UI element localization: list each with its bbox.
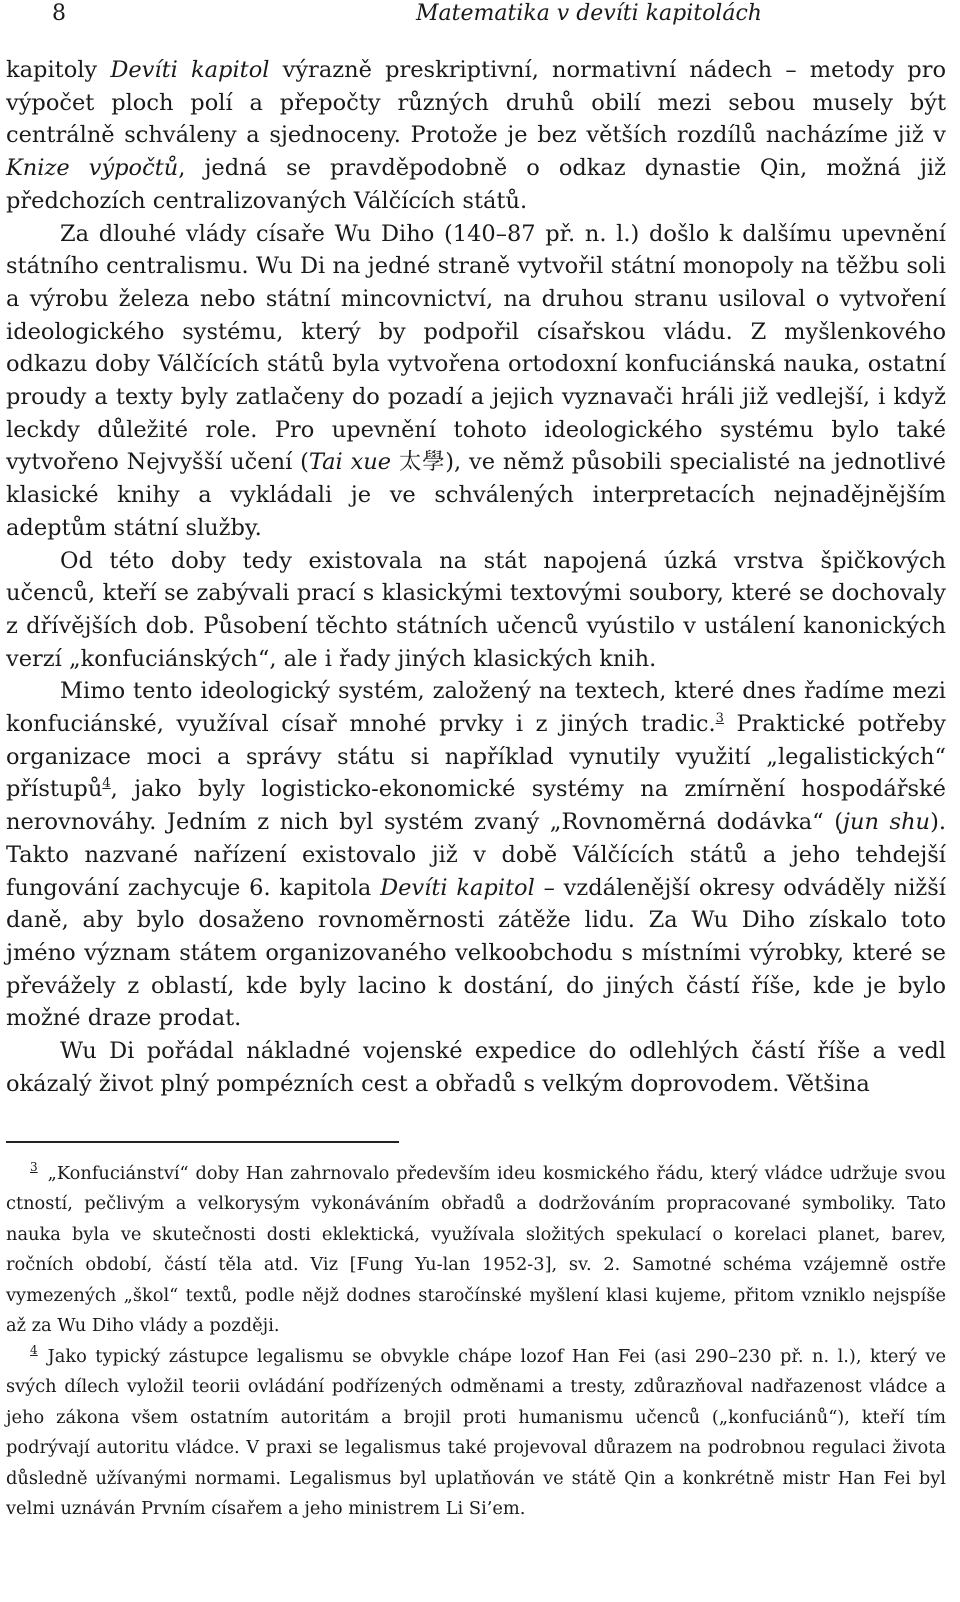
text-span: Praktické potřeby organizace moci a správy státu si například vynutily využití „legalistických“ přístupů bbox=[6, 711, 946, 803]
text-span: , jedná se pravděpodobně o odkaz dynastie Qin, možná již předchozích centralizovaných Válčících států. bbox=[6, 155, 946, 214]
footnote-text: „Konfuciánství“ doby Han zahrnovalo především ideu kosmického řádu, který vládce udržuje svou ctností, pečlivým a velkorysým vykonáváním obřadů a dodržováním propracované symboliky. Tato nauka byla ve skutečnosti dosti eklektická, využívala složitých spekulací o korelaci planet, barev, ročních období, částí těla atd. Viz [Fung Yu-lan 1952-3], sv. 2. Samotné schéma vzájemně ostře vymezených „škol“ textů, podle nějž dodnes staročínské myšlení klasi kujeme, přitom vzniklo nejspíše až za Wu Diho vlády a později. bbox=[6, 1162, 946, 1336]
footnote-mark: 4 bbox=[30, 1342, 38, 1357]
running-title: Matematika v devíti kapitolách bbox=[416, 1, 762, 26]
paragraph-5 bbox=[6, 1035, 946, 1100]
footnotes bbox=[6, 1159, 946, 1525]
footnote-reference-3[interactable]: 3 bbox=[715, 711, 724, 727]
footnote-4 bbox=[6, 1342, 946, 1525]
paragraph-3 bbox=[6, 545, 946, 676]
italic-term: Tai xue bbox=[308, 449, 392, 476]
text-span: výrazně preskriptivní, normativní nádech – metody pro výpočet ploch polí a přepočty různých druhů obilí mezi sebou musely být centrálně schváleny a sjednoceny. Protože je bez větších rozdílů nacházíme již v bbox=[6, 57, 946, 149]
paragraph-2 bbox=[6, 218, 946, 545]
text-span: Wu Di pořádal nákladné vojenské expedice do odlehlých částí říše a vedl okázalý život plný pompézních cest a obřadů s velkým doprovodem. Většina bbox=[6, 1038, 946, 1097]
footnote-mark: 3 bbox=[30, 1159, 38, 1174]
footnote-3 bbox=[6, 1159, 946, 1342]
italic-term: jun shu bbox=[842, 809, 931, 836]
italic-title: Knize výpočtů bbox=[6, 155, 179, 182]
italic-title: Devíti kapitol bbox=[380, 874, 535, 901]
italic-title: Devíti kapitol bbox=[110, 57, 270, 83]
text-span: – vzdálenější okresy odváděly nižší daně, aby bylo dosaženo rovnoměrnosti zátěže lidu. Za Wu Diho získalo toto jméno význam státem organizovaného velkoobchodu s místními výrobky, které se převážely z oblastí, kde byly lacino k dostání, do jiných částí říše, kde je bylo možné draze prodat. bbox=[6, 874, 946, 1032]
paragraph-1 bbox=[6, 54, 946, 218]
footnote-rule bbox=[6, 1141, 399, 1143]
text-span: Za dlouhé vlády císaře Wu Diho (140–87 př. n. l.) došlo k dalšímu upevnění státního centralismu. Wu Di na jedné straně vytvořil státní monopoly na těžbu soli a výrobu železa nebo státní mincovnictví, na druhou stranu usiloval o vytvoření ideologického systému, který by podpořil císařskou vládu. Z myšlenkového odkazu doby Válčících států byla vytvořena ortodoxní konfuciánská nauka, ostatní proudy a texty byly zatlačeny do pozadí a jejich vyznavači hráli již vedlejší, i když leckdy důležité role. Pro upevnění tohoto ideologického systému bylo také vytvořeno Nejvyšší učení ( bbox=[6, 220, 946, 476]
main-text bbox=[6, 54, 946, 1101]
chinese-characters: 太學 bbox=[398, 449, 446, 476]
text-span: ), ve němž působili specialisté na jednotlivé klasické knihy a vykládali je ve schválených interpretacích nejnadějnějším adeptům státní služby. bbox=[6, 449, 946, 541]
footnote-reference-4[interactable]: 4 bbox=[102, 776, 111, 792]
page-number: 8 bbox=[52, 1, 66, 26]
footnote-text: Jako typický zástupce legalismu se obvykle chápe lozof Han Fei (asi 290–230 př. n. l.), který ve svých dílech vyložil teorii ovládání podřízených odměnami a tresty, zdůrazňoval nadřazenost vládce a jeho zákona všem ostatním autoritám a brojil proti humanismu učenců („konfuciánů“), kteří tím podrývají autoritu vládce. V praxi se legalismus také projevoval důrazem na podrobnou regulaci života důsledně užívanými normami. Legalismus byl uplatňován ve státě Qin a konkrétně mistr Han Fei byl velmi uznáván Prvním císařem a jeho ministrem Li Si’em. bbox=[6, 1345, 946, 1519]
text-span: Od této doby tedy existovala na stát napojená úzká vrstva špičkových učenců, kteří se zabývali prací s klasickými textovými soubory, které se dochovaly z dřívějších dob. Působení těchto státních učenců vyústilo v ustálení kanonických verzí „konfuciánských“, ale i řady jiných klasických knih. bbox=[6, 547, 946, 672]
text-span: ). Takto nazvané nařízení existovalo již v době Válčících států a jeho tehdejší fungování zachycuje 6. kapitola bbox=[6, 809, 946, 901]
text-span: Mimo tento ideologický systém, založený na textech, které dnes řadíme mezi konfuciánské, využíval císař mnohé prvky i z jiných tradic. bbox=[6, 678, 946, 738]
text-span: , jako byly logisticko-ekonomické systémy na zmírnění hospodářské nerovnováhy. Jedním z nich byl systém zvaný „Rovnoměrná dodávka“ ( bbox=[6, 776, 946, 836]
running-head bbox=[6, 0, 946, 40]
paragraph-4 bbox=[6, 675, 946, 1035]
text-span: kapitoly bbox=[6, 57, 111, 83]
